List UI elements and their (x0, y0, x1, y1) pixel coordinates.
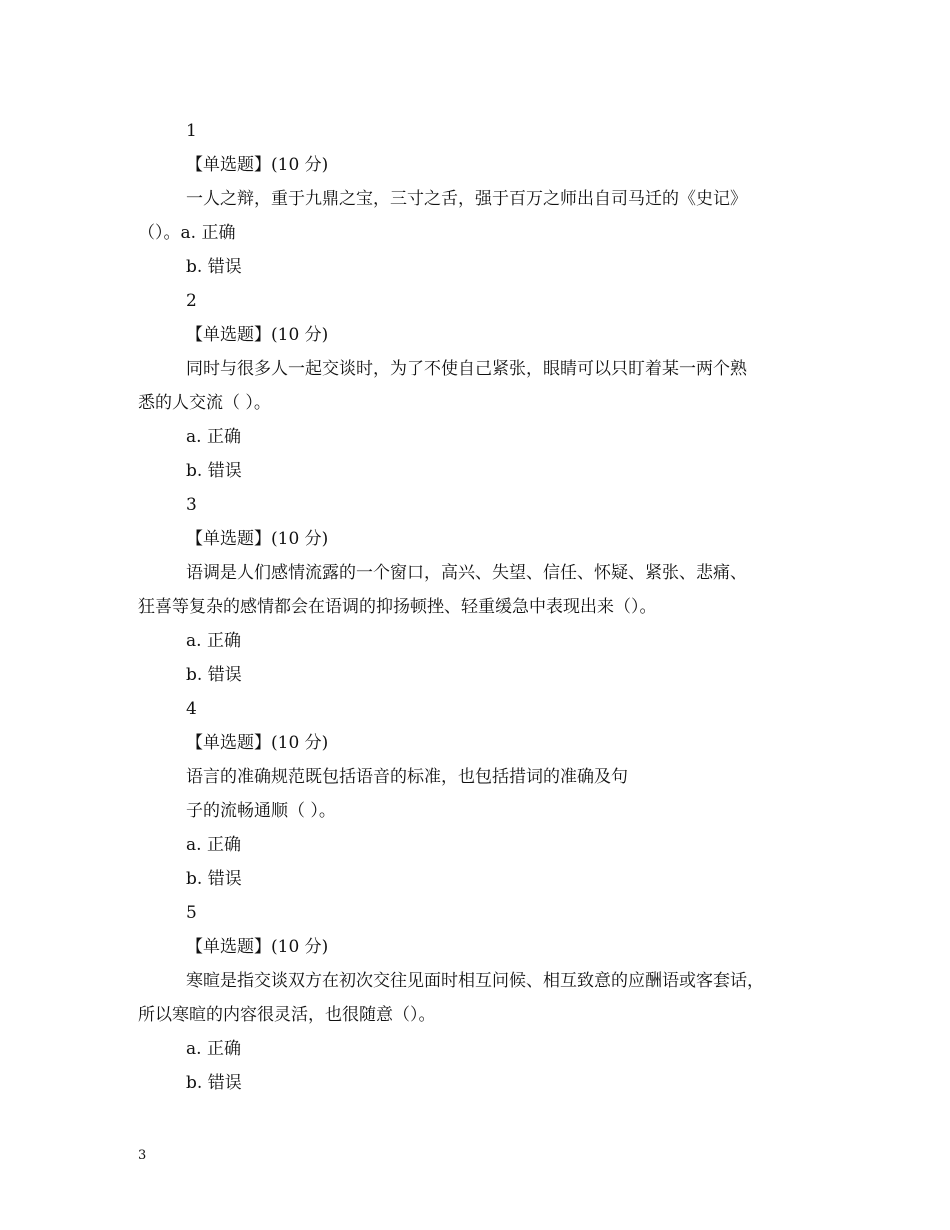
question-text: 子的流畅通顺（ ）。 (186, 801, 336, 821)
option-b: b. 错误 (186, 665, 242, 685)
question-text: 悉的人交流（ ）。 (138, 393, 271, 413)
question-type: 【单选题】(10 分) (186, 325, 329, 345)
question-type: 【单选题】(10 分) (186, 529, 329, 549)
option-a: a. 正确 (186, 631, 241, 651)
question-text: 所以寒暄的内容很灵活，也很随意（）。 (138, 1005, 436, 1025)
option-a: a. 正确 (186, 1039, 241, 1059)
question-number: 1 (186, 121, 197, 141)
page-number: 3 (138, 1148, 147, 1163)
question-type: 【单选题】(10 分) (186, 733, 329, 753)
question-text: 语调是人们感情流露的一个窗口，高兴、失望、信任、怀疑、紧张、悲痛、 (186, 563, 747, 583)
question-text: 寒暄是指交谈双方在初次交往见面时相互问候、相互致意的应酬语或客套话， (186, 971, 764, 991)
option-b: b. 错误 (186, 1073, 242, 1093)
question-text: 一人之辩，重于九鼎之宝，三寸之舌，强于百万之师出自司马迁的《史记》 (186, 189, 747, 209)
question-text: 同时与很多人一起交谈时，为了不使自己紧张，眼睛可以只盯着某一两个熟 (186, 359, 747, 379)
option-b: b. 错误 (186, 257, 242, 277)
question-text: 狂喜等复杂的感情都会在语调的抑扬顿挫、轻重缓急中表现出来（）。 (138, 597, 657, 617)
option-a: a. 正确 (186, 835, 241, 855)
question-type: 【单选题】(10 分) (186, 155, 329, 175)
question-text: （）。a. 正确 (138, 223, 236, 243)
question-number: 3 (186, 495, 197, 515)
question-type: 【单选题】(10 分) (186, 937, 329, 957)
option-b: b. 错误 (186, 461, 242, 481)
option-a: a. 正确 (186, 427, 241, 447)
question-text: 语言的准确规范既包括语音的标准，也包括措词的准确及句 (186, 767, 628, 787)
option-b: b. 错误 (186, 869, 242, 889)
question-number: 2 (186, 291, 197, 311)
question-number: 5 (186, 903, 197, 923)
question-number: 4 (186, 699, 197, 719)
